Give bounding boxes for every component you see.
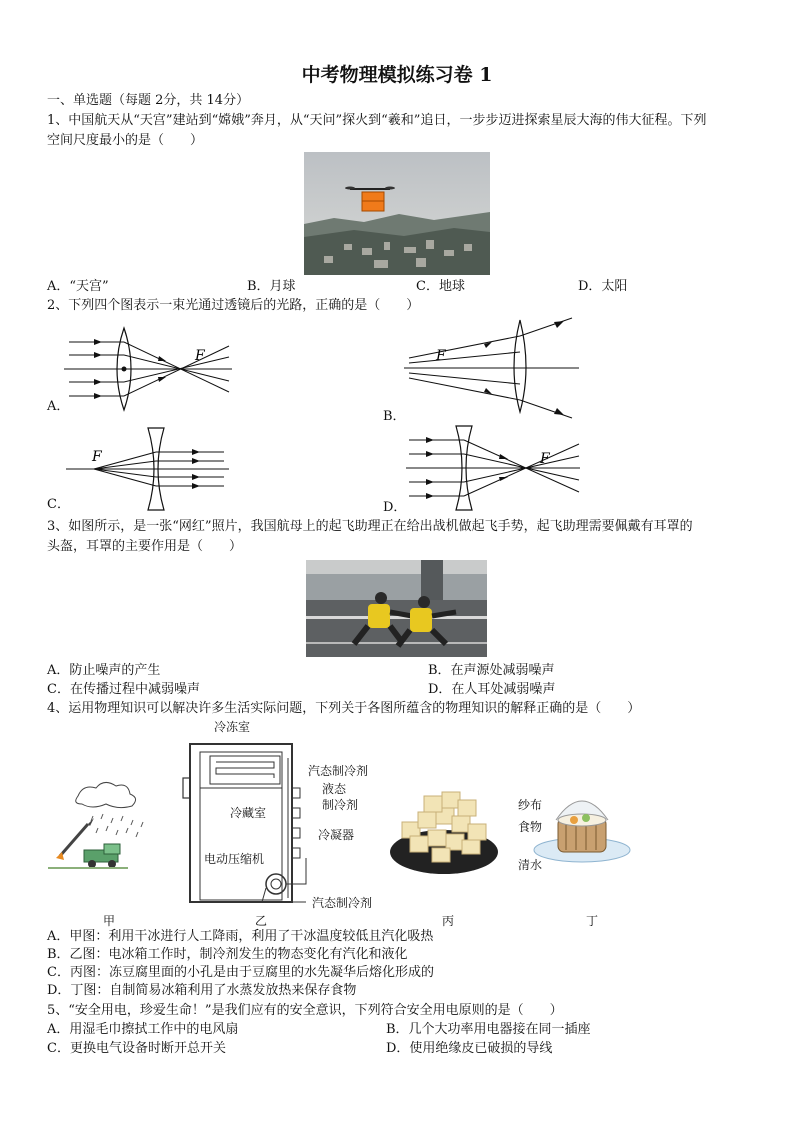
cooler-label-food: 食物 (518, 820, 543, 834)
caption-ding: 丁 (586, 914, 599, 928)
q1-stem-line2: 空间尺度最小的是（ ） (47, 133, 204, 148)
cooler-label-water: 清水 (518, 858, 543, 872)
focus-label-c: F (92, 449, 102, 465)
focus-label-b: F (436, 348, 446, 364)
q5-option-b: B．几个大功率用电器接在同一插座 (386, 1022, 591, 1037)
q1-stem-line1: 1、中国航天从“天宫”建站到“嫦娥”奔月，从“天问”探火到“羲和”追日，一步步迈进探索星辰大海的伟大征程。下列 (47, 113, 707, 128)
q4-option-d: D．丁图：自制简易冰箱利用了水蒸发放热来保存食物 (47, 983, 357, 998)
focus-label-a: F (195, 348, 205, 364)
q2-stem: 2、下列四个图表示一束光通过透镜后的光路，正确的是（ ） (47, 298, 420, 313)
q4-option-b: B．乙图：电冰箱工作时，制冷剂发生的物态变化有汽化和液化 (47, 947, 408, 962)
focus-label-d: F (540, 451, 550, 467)
fridge-label-fridge: 冷藏室 (230, 806, 267, 820)
q3-option-d: D．在人耳处减弱噪声 (428, 682, 556, 697)
fridge-label-freezer: 冷冻室 (214, 720, 251, 734)
q3-option-b: B．在声源处减弱噪声 (428, 663, 555, 678)
q2-label-d: D． (383, 500, 407, 515)
q4-fig-jia (48, 776, 168, 876)
q4-option-c: C．丙图：冻豆腐里面的小孔是由于豆腐里的水先凝华后熔化形成的 (47, 965, 434, 980)
q2-diagram-c (64, 424, 234, 514)
page-title: 中考物理模拟练习卷 1 (301, 64, 493, 86)
q3-option-a: A．防止噪声的产生 (47, 663, 161, 678)
q1-option-a: A．“天宫” (47, 279, 109, 294)
q3-option-c: C．在传播过程中减弱噪声 (47, 682, 200, 697)
q5-option-d: D．使用绝缘皮已破损的导线 (386, 1041, 553, 1056)
fridge-label-liquid-2: 制冷剂 (322, 798, 359, 812)
caption-jia: 甲 (103, 914, 116, 928)
q1-drone-photo (304, 152, 490, 275)
q2-diagram-d (404, 422, 584, 514)
q2-label-b: B． (383, 409, 406, 424)
q1-option-b: B．月球 (247, 279, 296, 294)
q4-fig-bing-tofu (388, 778, 500, 878)
caption-bing: 丙 (442, 914, 455, 928)
q2-diagram-a (64, 324, 244, 414)
q4-option-a: A．甲图：利用干冰进行人工降雨，利用了干冰温度较低且汽化吸热 (47, 929, 434, 944)
q1-option-d: D．太阳 (578, 279, 628, 294)
q5-option-c: C．更换电气设备时断开总开关 (47, 1041, 226, 1056)
q4-stem: 4、运用物理知识可以解决许多生活实际问题，下列关于各图所蕴含的物理知识的解释正确的是（ ） (47, 701, 641, 716)
q2-label-c: C． (47, 497, 70, 512)
q5-stem: 5、“安全用电，珍爱生命！”是我们应有的安全意识，下列符合安全用电原则的是（ ） (47, 1003, 563, 1018)
q1-option-c: C．地球 (416, 279, 465, 294)
q4-fig-yi-fridge (182, 738, 312, 908)
q3-stem-line1: 3、如图所示，是一张“网红”照片，我国航母上的起飞助理正在给出战机做起飞手势，起飞助理需要佩戴有耳罩的 (47, 519, 693, 534)
fridge-label-gas-top: 汽态制冷剂 (308, 764, 369, 778)
fridge-label-compressor: 电动压缩机 (204, 852, 265, 866)
q5-option-a: A．用湿毛巾擦拭工作中的电风扇 (47, 1022, 239, 1037)
q3-stem-line2: 头盔，耳罩的主要作用是（ ） (47, 539, 243, 554)
fridge-label-liquid-1: 液态 (322, 782, 347, 796)
caption-yi: 乙 (255, 914, 268, 928)
fridge-label-condenser: 冷凝器 (318, 828, 355, 842)
section-heading: 一、单选题（每题 2分，共 14分） (47, 93, 250, 108)
q3-carrier-photo (306, 560, 487, 657)
q2-label-a: A． (47, 399, 70, 414)
q2-diagram-b (404, 316, 584, 416)
fridge-label-gas-bottom: 汽态制冷剂 (312, 896, 373, 910)
cooler-label-gauze: 纱布 (518, 798, 543, 812)
